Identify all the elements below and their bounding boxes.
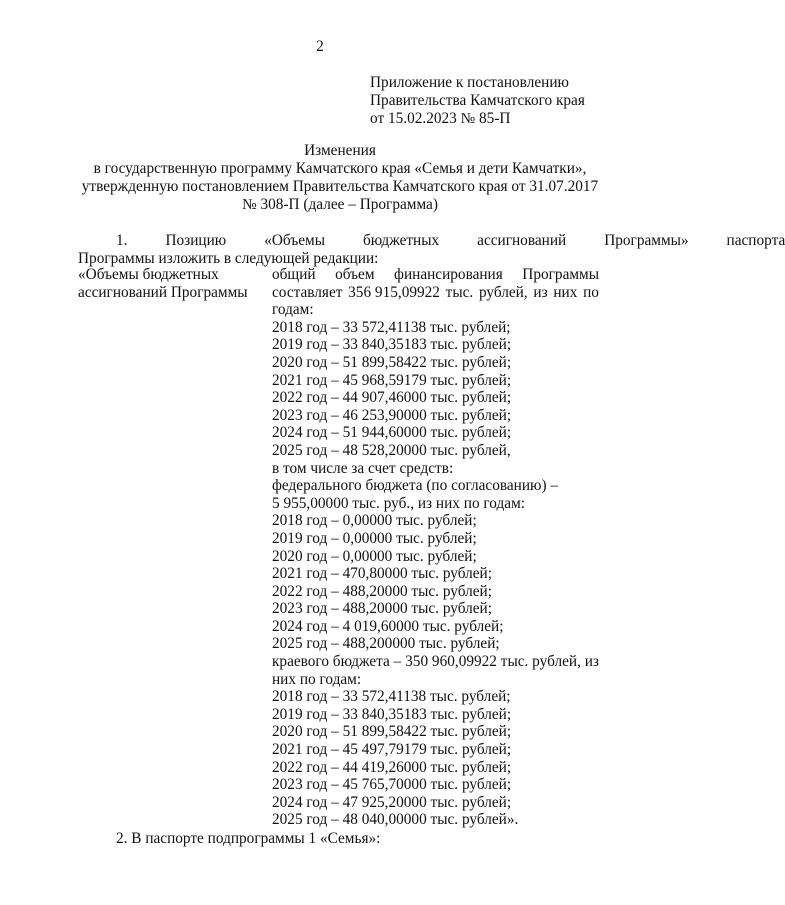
year-line: 2019 год – 33 840,35183 тыс. рублей; (272, 705, 512, 723)
word: 1. (116, 232, 128, 249)
word: тыс. (500, 653, 529, 671)
year-line: 2022 год – 488,20000 тыс. рублей; (272, 582, 492, 600)
year-line: 2025 год – 48 528,20000 тыс. рублей, (272, 441, 511, 459)
total-by-year-list (272, 319, 599, 460)
appendix-line: Приложение к постановлению (370, 74, 569, 91)
year-line: 2022 год – 44 907,46000 тыс. рублей; (272, 389, 512, 407)
passport-position-name (78, 266, 263, 301)
word: 356 915,09922 (348, 283, 440, 301)
year-line: 2024 год – 47 925,20000 тыс. рублей; (272, 793, 512, 811)
word: Программы (522, 266, 599, 283)
word: «Объемы (264, 232, 325, 249)
heading-line: в государственную программу Камчатского края «Семья и дети Камчатки», (93, 160, 587, 177)
year-line: 2018 год – 33 572,41138 тыс. рублей; (272, 688, 511, 706)
page-number: 2 (316, 38, 324, 55)
word: паспорта (726, 232, 785, 249)
year-line: 2025 год – 488,200000 тыс. рублей; (272, 635, 500, 653)
year-line: 2020 год – 51 899,58422 тыс. рублей; (272, 723, 512, 741)
heading-line: утвержденную постановлением Правительства Камчатского края от 31.07.2017 (81, 178, 599, 195)
total-line: годам: (272, 301, 314, 319)
word: бюджета (332, 653, 390, 671)
regional-line: них по годам: (272, 670, 362, 688)
word: Позицию (165, 232, 227, 249)
total-line (272, 284, 599, 302)
passport-position-value (272, 266, 599, 829)
year-line: 2023 год – 46 253,90000 тыс. рублей; (272, 406, 512, 424)
regional-by-year-list (272, 688, 599, 829)
item-1-paragraph (78, 232, 785, 267)
word: составляет (272, 283, 343, 301)
appendix-line: Правительства Камчатского края (370, 92, 585, 109)
year-line: 2023 год – 488,20000 тыс. рублей; (272, 600, 492, 618)
appendix-header (370, 74, 630, 128)
federal-line: 5 955,00000 тыс. руб., из них по годам: (272, 494, 526, 512)
word: тыс. (445, 283, 474, 301)
year-line: 2023 год – 45 765,70000 тыс. рублей; (272, 776, 512, 794)
year-line: 2021 год – 45 968,59179 тыс. рублей; (272, 371, 512, 389)
item-2-paragraph: 2. В паспорте подпрограммы 1 «Семья»: (116, 830, 381, 847)
word: них (553, 283, 578, 301)
heading-title: Изменения (304, 142, 376, 159)
position-name-line: ассигнований Программы (78, 283, 248, 301)
federal-line: федерального бюджета (по согласованию) – (272, 477, 559, 495)
year-line: 2019 год – 33 840,35183 тыс. рублей; (272, 336, 512, 354)
total-line (272, 266, 599, 284)
year-line: 2021 год – 470,80000 тыс. рублей; (272, 565, 492, 583)
regional-line (272, 653, 599, 671)
word: рублей, (532, 653, 581, 671)
appendix-line: от 15.02.2023 № 85-П (370, 110, 511, 127)
item-1-second-line: Программы изложить в следующей редакции: (78, 249, 379, 267)
word: бюджетных (362, 232, 440, 249)
word: из (533, 283, 548, 301)
word: 350 960,09922 (405, 653, 497, 671)
year-line: 2020 год – 51 899,58422 тыс. рублей; (272, 353, 512, 371)
heading-line: № 308-П (далее – Программа) (242, 196, 438, 213)
year-line: 2022 год – 44 419,26000 тыс. рублей; (272, 758, 512, 776)
year-line: 2021 год – 45 497,79179 тыс. рублей; (272, 741, 512, 759)
word: из (584, 653, 599, 671)
year-line: 2024 год – 4 019,60000 тыс. рублей; (272, 617, 504, 635)
word: объем (335, 266, 375, 283)
position-name-line: «Объемы бюджетных (78, 266, 219, 283)
year-line: 2019 год – 0,00000 тыс. рублей; (272, 529, 477, 547)
year-line: 2024 год – 51 944,60000 тыс. рублей; (272, 424, 512, 442)
word: ассигнований (477, 232, 567, 249)
word: общий (272, 266, 316, 283)
year-line: 2018 год – 33 572,41138 тыс. рублей; (272, 318, 511, 336)
year-line: 2020 год – 0,00000 тыс. рублей; (272, 547, 477, 565)
word: краевого (272, 653, 329, 671)
word: рублей, (478, 283, 528, 301)
word: по (583, 283, 599, 301)
federal-by-year-list (272, 512, 599, 653)
document-heading (40, 142, 640, 214)
item-1-first-line (78, 232, 785, 250)
word: финансирования (394, 266, 503, 283)
year-line: 2025 год – 48 040,00000 тыс. рублей». (272, 811, 519, 829)
word: Программы» (604, 232, 689, 249)
year-line: 2018 год – 0,00000 тыс. рублей; (272, 512, 477, 530)
including-line: в том числе за счет средств: (272, 459, 454, 477)
word: – (393, 653, 402, 671)
